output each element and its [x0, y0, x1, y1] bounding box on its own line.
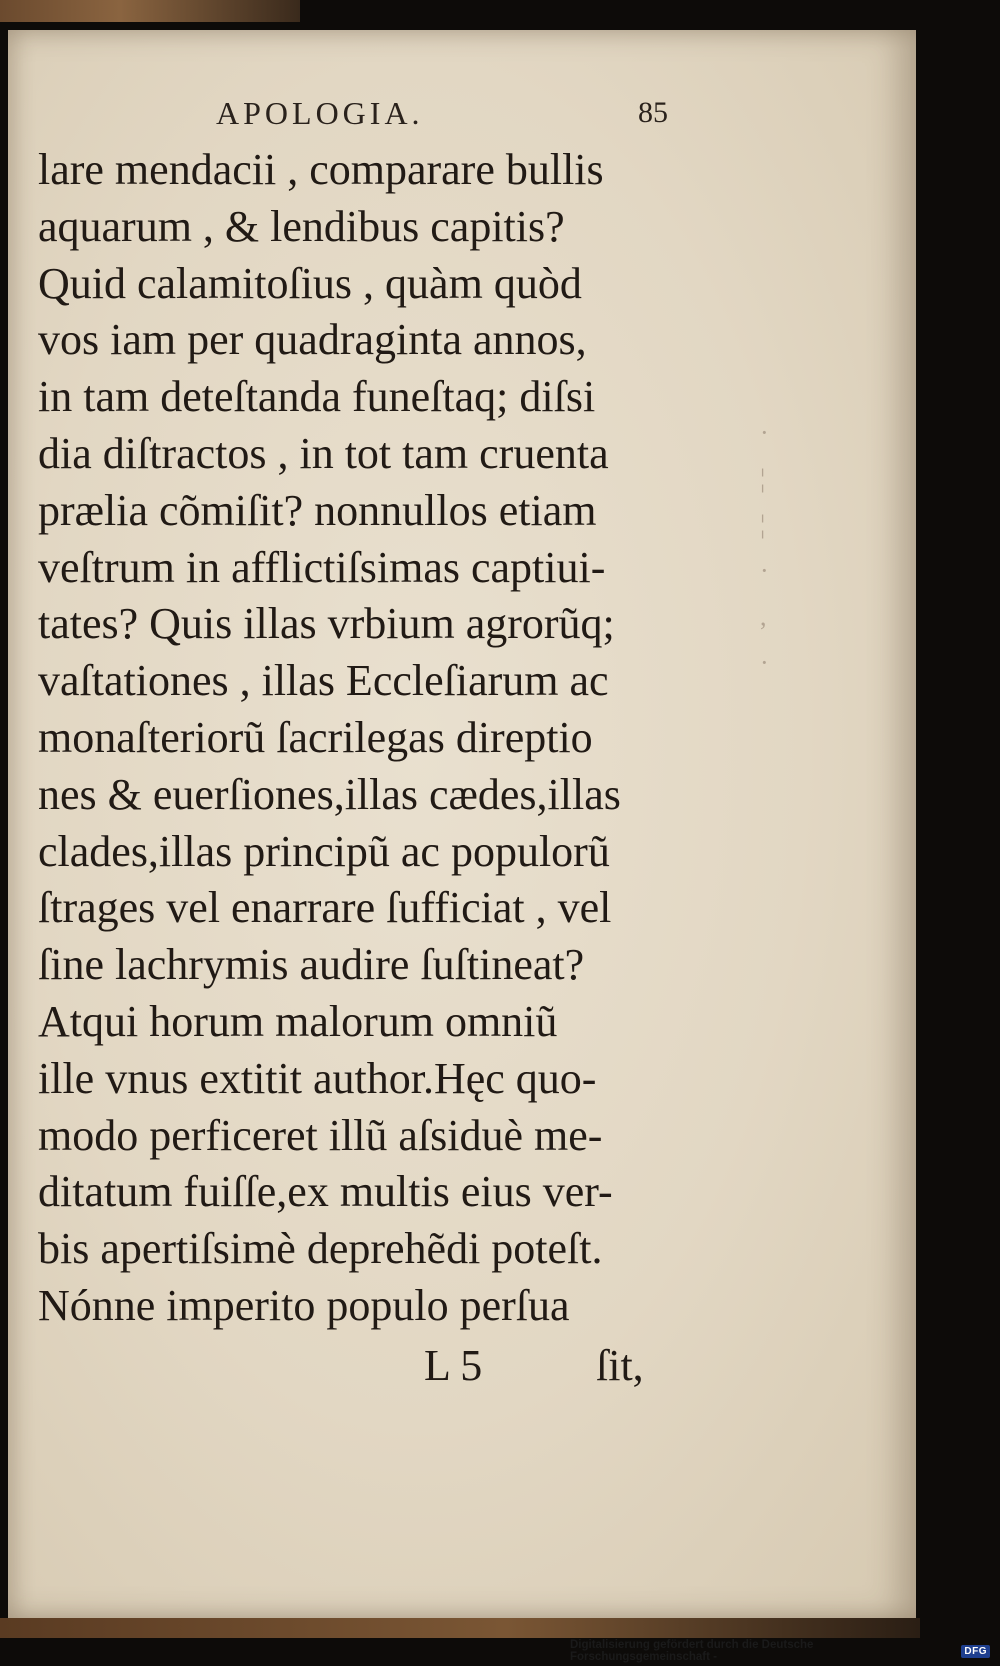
text-line: monaſteriorũ ſacrilegas direptio [38, 712, 593, 762]
page-footer [8, 1338, 916, 1394]
text-line: modo perficeret illũ aſsiduè me- [38, 1110, 603, 1160]
bleed-through-marks: · ¦ ¦ · , · [760, 418, 769, 677]
text-line: Nónne imperito populo perſua [38, 1280, 570, 1330]
page-header [8, 88, 916, 138]
page-number: 85 [638, 96, 668, 129]
book-page [8, 30, 916, 1618]
text-line: aquarum , & lendibus capitis? [38, 201, 565, 251]
text-line: lare mendacii , comparare bullis [38, 145, 604, 194]
credit-text: Digitalisierung gefördert durch die Deutsche Forschungsgemeinschaft - [570, 1639, 814, 1663]
digitization-credit [570, 1640, 990, 1662]
text-line: clades,illas principũ ac populorũ [38, 826, 610, 876]
book-top-edge [0, 0, 300, 22]
text-line: nes & euerſiones,illas cædes,illas [38, 769, 621, 819]
text-line: prælia cõmiſit? nonnullos etiam [38, 485, 597, 535]
text-line: in tam deteſtanda funeſtaq; diſsi [38, 372, 596, 422]
text-line: veſtrum in afflictiſsimas captiui- [38, 542, 606, 592]
text-line: ſtrages vel enarrare ſufficiat , vel [38, 883, 612, 933]
text-line: Atqui horum malorum omniũ [38, 996, 558, 1046]
text-line: Quid calamitoſius , quàm quòd [38, 258, 582, 308]
book-bottom-edge [0, 1618, 920, 1638]
dfg-logo: DFG [961, 1645, 990, 1658]
text-line: tates? Quis illas vrbium agrorũq; [38, 599, 615, 649]
text-line: vos iam per quadraginta annos, [38, 315, 587, 365]
text-line: ille vnus extitit author.Hęc quo- [38, 1053, 597, 1103]
running-title: APOLOGIA. [216, 95, 424, 131]
text-line: dia diſtractos , in tot tam cruenta [38, 428, 609, 478]
catchword: ſit, [596, 1341, 644, 1390]
body-text [38, 142, 698, 1335]
text-line: vaſtationes , illas Eccleſiarum ac [38, 656, 609, 706]
text-line: ditatum fuiſſe,ex multis eius ver- [38, 1167, 613, 1217]
text-line: bis apertiſsimè deprehẽdi poteſt. [38, 1224, 603, 1274]
text-line: ſine lachrymis audire ſuſtineat? [38, 940, 585, 990]
signature-mark: L 5 [424, 1341, 483, 1390]
